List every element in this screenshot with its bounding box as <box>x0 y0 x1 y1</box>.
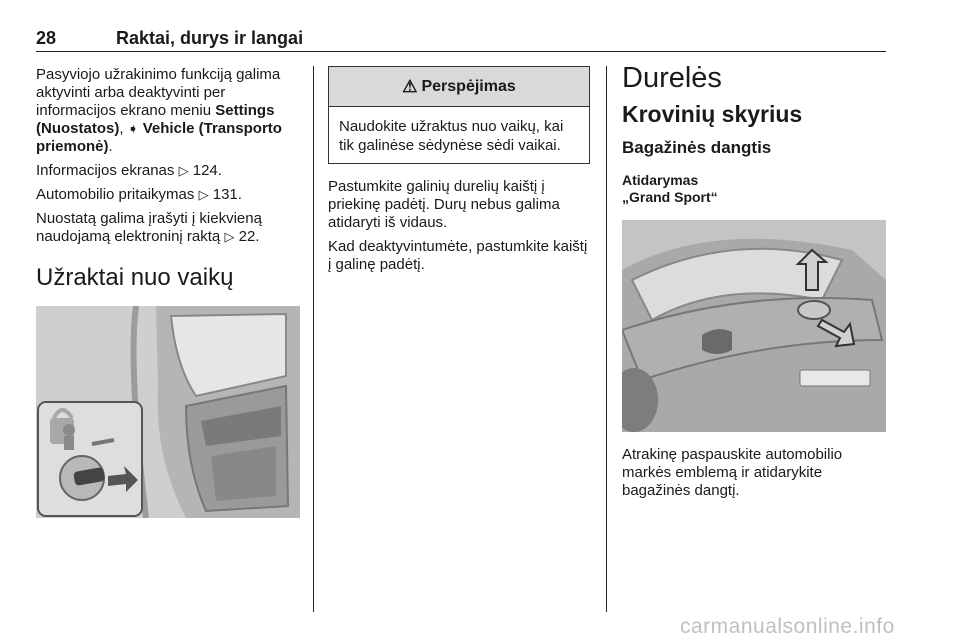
paragraph-vehicle-personalization-ref: Automobilio pritaikymas ▷ 131. <box>36 186 242 203</box>
column-divider <box>313 66 314 612</box>
page-ref-icon: ▷ <box>198 187 209 202</box>
paragraph-info-display-ref: Informacijos ekranas ▷ 124. <box>36 162 222 179</box>
page-header <box>36 26 886 52</box>
page-ref-link[interactable]: 22. <box>234 228 260 245</box>
brand-emblem <box>798 301 830 319</box>
tail-light <box>702 329 732 354</box>
page-ref-link[interactable]: 131. <box>208 186 242 203</box>
paragraph-deactivate-lock: Kad deaktyvintumėte, pastumkite kaištį į galinę padėtį. <box>328 238 588 273</box>
warning-box <box>328 66 590 164</box>
model-heading: „Grand Sport“ <box>622 189 718 205</box>
page-number: 28 <box>36 28 57 48</box>
column-middle <box>328 66 590 280</box>
section-title-child-locks: Užraktai nuo vaikų <box>36 264 234 291</box>
running-title: Raktai, durys ir langai <box>116 28 304 48</box>
subsection-heading: Bagažinės dangtis <box>622 138 772 157</box>
page-ref-icon: ▷ <box>224 229 235 244</box>
paragraph-passive-lock: Pasyviojo užrakinimo funkciją galima aktyvinti arba deaktyvinti per informacijos ekrano meniu Settings (Nuostatos), ➧ Vehicle (Transporto priemonė). <box>36 66 282 155</box>
column-right <box>622 62 886 506</box>
warning-icon: ⚠ <box>402 76 418 96</box>
rear-door-drawing <box>36 306 300 518</box>
page-ref-link[interactable]: 124. <box>188 162 222 179</box>
tailgate-illustration <box>622 220 886 432</box>
opening-heading: Atidarymas <box>622 172 699 188</box>
menu-arrow-icon: ➧ <box>127 121 139 136</box>
watermark: carmanualsonline.info <box>680 615 895 638</box>
warning-title: Perspėjimas <box>421 77 516 95</box>
warning-text: Naudokite užraktus nuo vaikų, kai tik galinėse sėdynėse sėdi vaikai. <box>339 118 564 154</box>
paragraph-activate-lock: Pastumkite galinių durelių kaištį į priekinę padėtį. Durų nebus galima atidaryti iš vidaus. <box>328 178 560 231</box>
warning-header <box>329 67 589 107</box>
car-rear-drawing <box>622 220 886 432</box>
license-plate <box>800 370 870 386</box>
paragraph-open-tailgate: Atrakinę paspauskite automobilio markės emblemą ir atidarykite bagažinės dangtį. <box>622 446 843 499</box>
column-left <box>36 66 300 518</box>
chapter-heading: Durelės <box>622 62 722 94</box>
child-lock-illustration <box>36 306 300 518</box>
section-heading: Krovinių skyrius <box>622 101 803 127</box>
column-divider <box>606 66 607 612</box>
page-ref-icon: ▷ <box>178 163 189 178</box>
paragraph-key-setting: Nuostatą galima įrašyti į kiekvieną naudojamą elektroninį raktą ▷ 22. <box>36 210 262 245</box>
